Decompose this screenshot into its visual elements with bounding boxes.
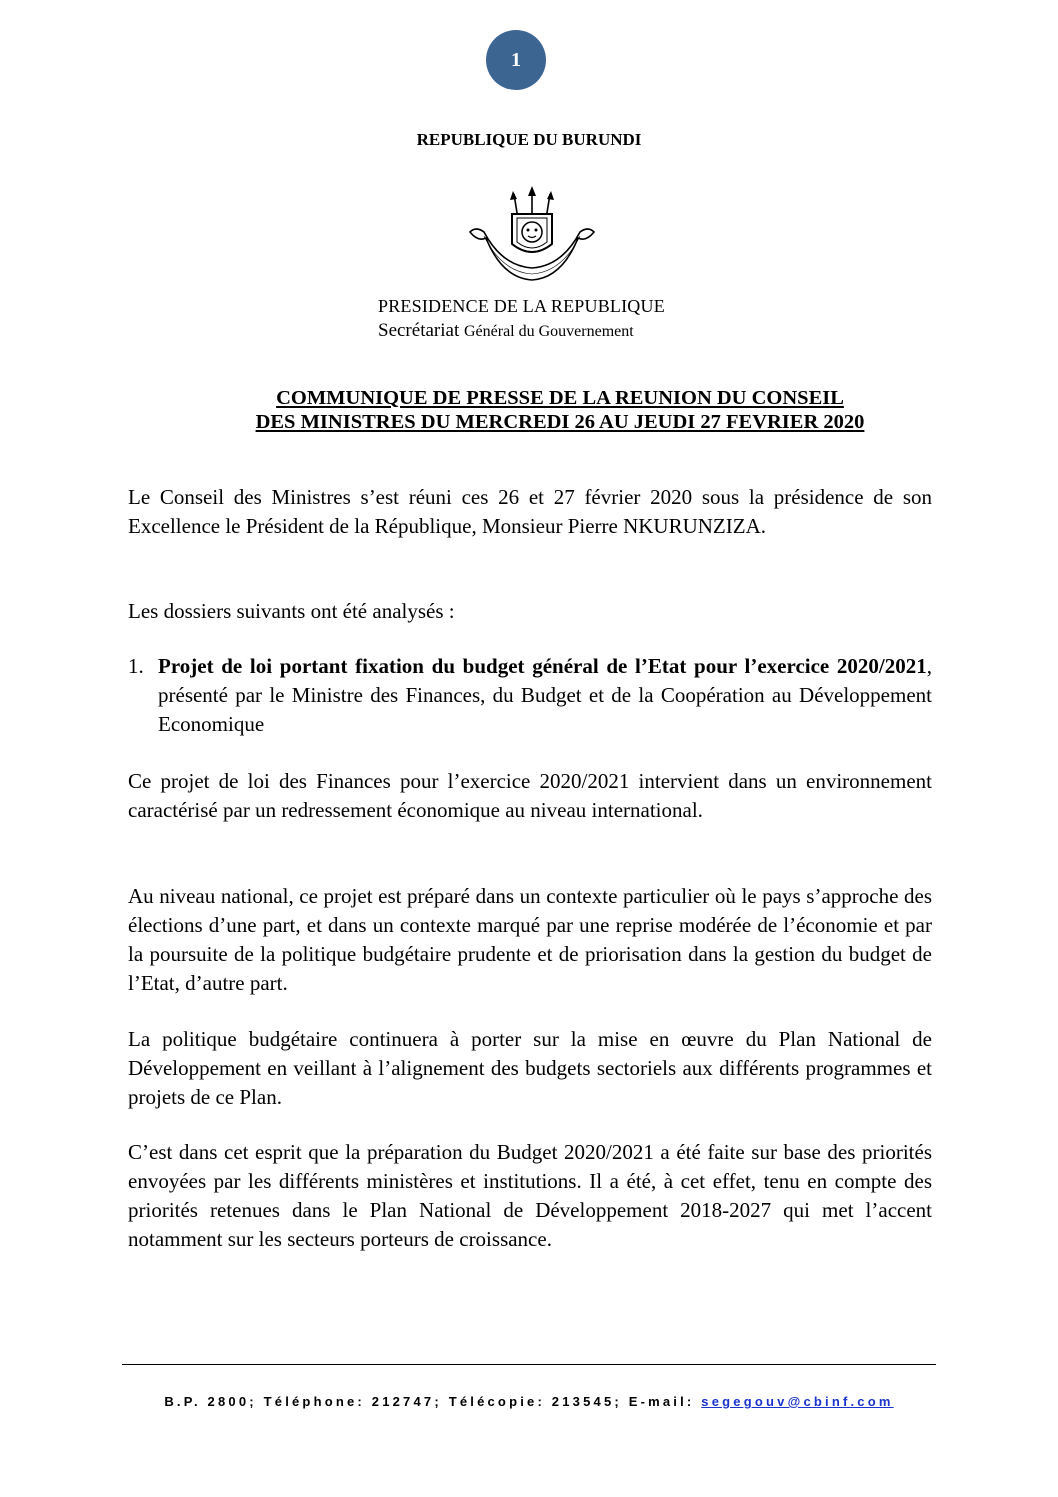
- paragraph: Ce projet de loi des Finances pour l’exercice 2020/2021 intervient dans un environnement caractérisé par un redressement économique au niveau international.: [128, 769, 932, 822]
- agenda-item-1: [128, 652, 932, 739]
- intro-paragraph: Le Conseil des Ministres s’est réuni ces 26 et 27 février 2020 sous la présidence de son Excellence le Président de la République, Monsieur Pierre NKURUNZIZA.: [128, 485, 932, 538]
- title-line-1: COMMUNIQUE DE PRESSE DE LA REUNION DU CONSEIL: [276, 387, 844, 409]
- footer-divider: [122, 1364, 936, 1365]
- agenda-item-detail: , présenté par le Ministre des Finances, du Budget et de la Coopération au Développement Economique: [158, 654, 932, 736]
- country-heading: REPUBLIQUE DU BURUNDI: [416, 130, 642, 149]
- office-name: PRESIDENCE DE LA REPUBLIQUE: [378, 296, 665, 316]
- footer-text: B.P. 2800; Téléphone: 212747; Télécopie: 213545; E-mail:: [164, 1394, 702, 1409]
- paragraph: C’est dans cet esprit que la préparation du Budget 2020/2021 a été faite sur base des priorités envoyées par les différents ministères et institutions. Il a été, à cet effet, tenu en compte des priorités retenues dans le Plan National de Développement 2018-2027 qui met l’accent notamment sur les secteurs porteurs de croissance.: [128, 1140, 932, 1251]
- secretariat-name: [378, 320, 634, 342]
- footer-email-link[interactable]: segegouv@cbinf.com: [701, 1394, 894, 1409]
- paragraph: La politique budgétaire continuera à porter sur la mise en œuvre du Plan National de Développement en veillant à l’alignement des budgets sectoriels aux différents programmes et projets de ce Plan.: [128, 1027, 932, 1109]
- agenda-item-title: Projet de loi portant fixation du budget général de l’Etat pour l’exercice 2020/2021: [158, 654, 927, 678]
- document-title: [150, 386, 970, 434]
- secretariat-rest: Général du Gouvernement: [463, 323, 634, 340]
- page-number-badge: [486, 30, 546, 90]
- coat-of-arms-emblem: [462, 186, 602, 286]
- agenda-item-number: 1.: [128, 654, 144, 678]
- title-line-2: DES MINISTRES DU MERCREDI 26 AU JEUDI 27 FEVRIER 2020: [255, 411, 865, 433]
- page-number: 1: [511, 48, 521, 71]
- dossiers-intro: Les dossiers suivants ont été analysés :: [128, 599, 455, 623]
- secretariat-prefix: Secrétariat: [378, 320, 460, 341]
- agenda-item-body: [158, 652, 932, 739]
- paragraph: Au niveau national, ce projet est préparé dans un contexte particulier où le pays s’approche des élections d’une part, et dans un contexte marqué par une reprise modérée de l’économie et par la poursuite de la politique budgétaire prudente et de priorisation dans la gestion du budget de l’Etat, d’autre part.: [128, 884, 932, 995]
- footer-contact: [0, 1394, 1058, 1409]
